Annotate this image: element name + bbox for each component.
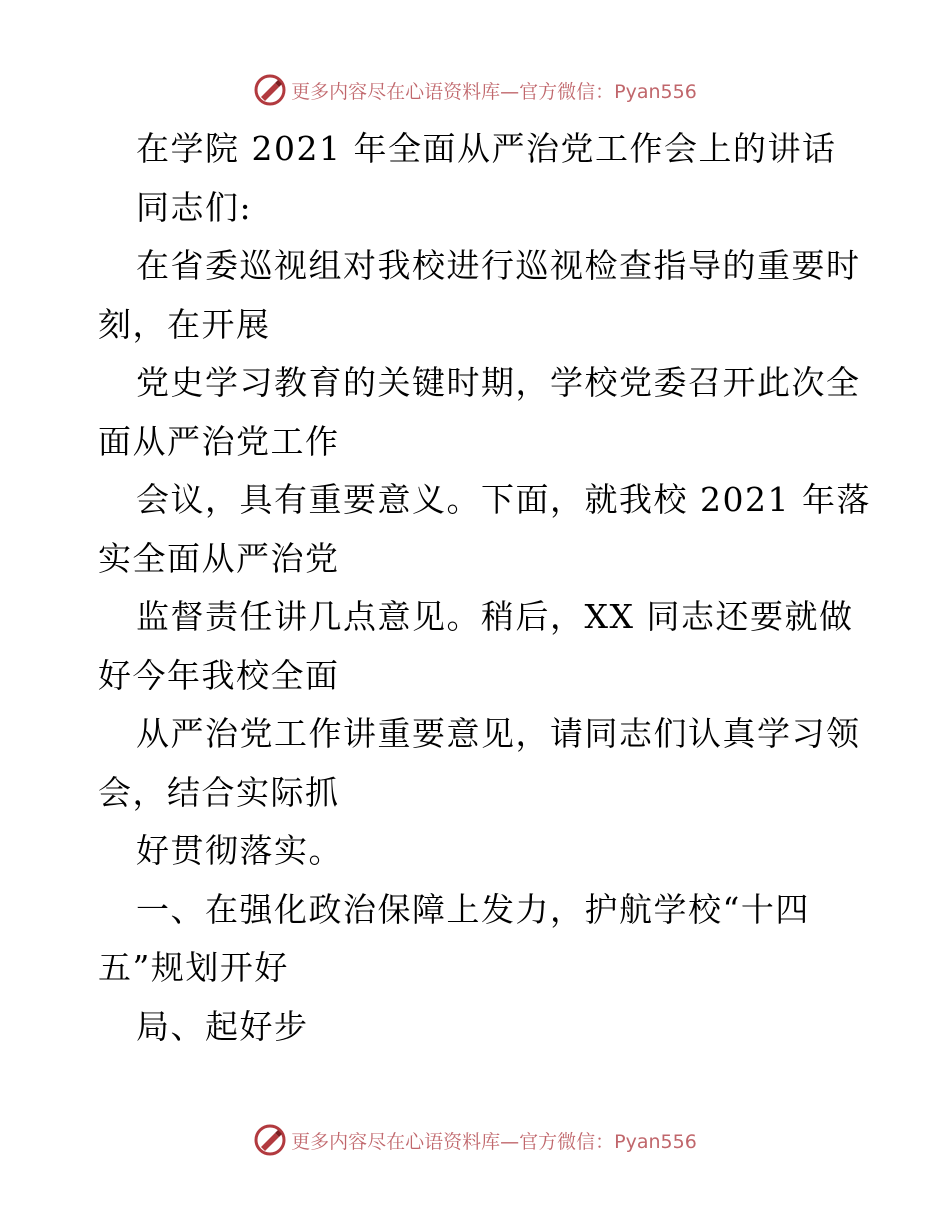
pen-logo-icon [253, 1123, 287, 1157]
salutation: 同志们: [136, 187, 253, 227]
pen-logo-icon [253, 73, 287, 107]
paragraph-line: 好贯彻落实。 [136, 831, 343, 870]
header-banner-text: 更多内容尽在心语资料库—官方微信：Pyan556 [291, 80, 697, 103]
document-title: 在学院 2021 年全面从严治党工作会上的讲话 [136, 129, 837, 168]
footer-banner-text: 更多内容尽在心语资料库—官方微信：Pyan556 [291, 1130, 697, 1153]
section-heading-line: 局、起好步 [136, 1006, 309, 1046]
paragraph-line: 会，结合实际抓 [98, 772, 340, 812]
paragraph-line: 从严治党工作讲重要意见，请同志们认真学习领 [136, 714, 861, 753]
paragraph-line: 监督责任讲几点意见。稍后，XX 同志还要就做 [136, 597, 854, 636]
paragraph-line: 刻，在开展 [98, 304, 271, 344]
paragraph-line: 会议，具有重要意义。下面，就我校 2021 年落 [136, 480, 871, 519]
header-banner [0, 70, 950, 110]
paragraph-line: 在省委巡视组对我校进行巡视检查指导的重要时 [136, 246, 861, 285]
paragraph-line: 党史学习教育的关键时期，学校党委召开此次全 [136, 363, 861, 402]
document-body [98, 120, 871, 1056]
paragraph-line: 好今年我校全面 [98, 655, 340, 695]
footer-banner [0, 1120, 950, 1160]
paragraph-line: 面从严治党工作 [98, 421, 340, 461]
paragraph-line: 实全面从严治党 [98, 538, 340, 578]
section-heading-line: 五”规划开好 [98, 948, 289, 987]
section-heading-line: 一、在强化政治保障上发力，护航学校“十四 [136, 889, 810, 929]
